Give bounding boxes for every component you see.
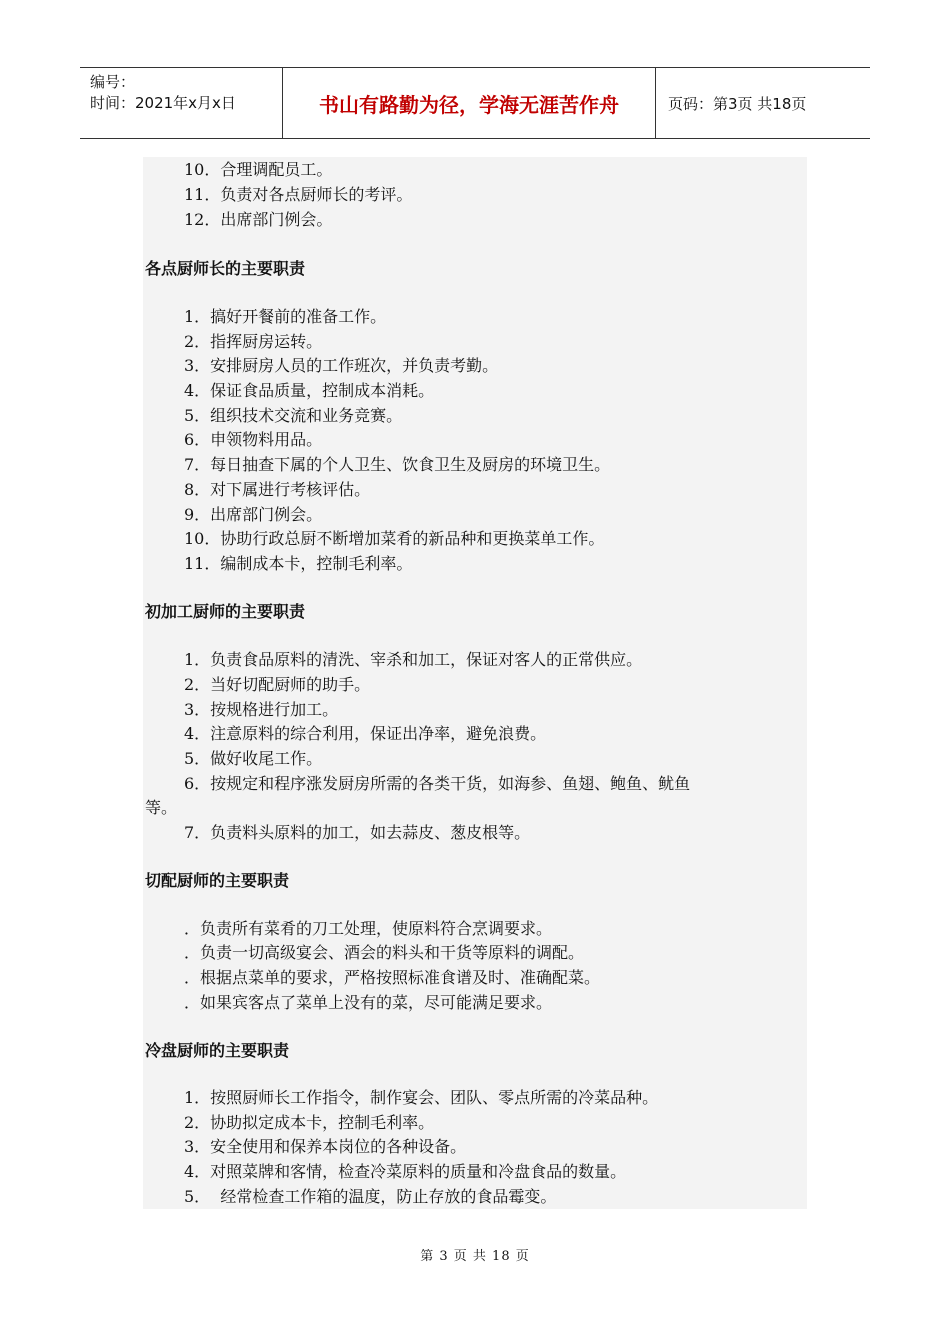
list-item: 10．协助行政总厨不断增加菜肴的新品种和更换菜单工作。: [184, 529, 605, 548]
list-item: 11．负责对各点厨师长的考评。: [184, 185, 413, 204]
time-label: 时间：2021年x月x日: [90, 94, 236, 112]
list-item: ．负责一切高级宴会、酒会的料头和干货等原料的调配。: [184, 943, 585, 962]
list-item: 4．对照菜牌和客情，检查冷菜原料的质量和冷盘食品的数量。: [184, 1162, 627, 1181]
section-heading: 冷盘厨师的主要职责: [145, 1041, 290, 1060]
document-body: [143, 157, 807, 1209]
list-item: 1．按照厨师长工作指令，制作宴会、团队、零点所需的冷菜品种。: [184, 1088, 659, 1107]
list-item: 1．负责食品原料的清洗、宰杀和加工，保证对客人的正常供应。: [184, 650, 643, 669]
list-item: ．负责所有菜肴的刀工处理，使原料符合烹调要求。: [184, 919, 553, 938]
list-item: 7．每日抽查下属的个人卫生、饮食卫生及厨房的环境卫生。: [184, 455, 611, 474]
list-item: 5． 经常检查工作箱的温度，防止存放的食品霉变。: [184, 1187, 557, 1206]
list-item: 2．协助拟定成本卡，控制毛利率。: [184, 1113, 435, 1132]
header-motto: 书山有路勤为径，学海无涯苦作舟: [283, 68, 656, 138]
header-meta: [80, 68, 283, 138]
section-heading: 初加工厨师的主要职责: [145, 602, 306, 621]
page-header: [80, 67, 870, 139]
section-heading: 切配厨师的主要职责: [145, 871, 290, 890]
list-item: 3．按规格进行加工。: [184, 700, 339, 719]
list-item: 7．负责料头原料的加工，如去蒜皮、葱皮根等。: [184, 823, 531, 842]
list-item: 5．做好收尾工作。: [184, 749, 323, 768]
list-item: 6．按规定和程序涨发厨房所需的各类干货，如海参、鱼翅、鲍鱼、鱿鱼: [184, 774, 691, 793]
list-item: 8．对下属进行考核评估。: [184, 480, 371, 499]
section-heading: 各点厨师长的主要职责: [145, 259, 306, 278]
list-item: ．根据点菜单的要求，严格按照标准食谱及时、准确配菜。: [184, 968, 601, 987]
list-item: 11．编制成本卡，控制毛利率。: [184, 554, 413, 573]
list-item-continuation: 等。: [145, 798, 178, 817]
list-item: 1．搞好开餐前的准备工作。: [184, 307, 387, 326]
page-footer: 第 3 页 共 18 页: [420, 1249, 530, 1264]
list-item: 12．出席部门例会。: [184, 210, 333, 229]
list-item: 10．合理调配员工。: [184, 160, 333, 179]
list-item: 4．注意原料的综合利用，保证出净率，避免浪费。: [184, 724, 547, 743]
list-item: 5．组织技术交流和业务竞赛。: [184, 406, 403, 425]
list-item: 6．申领物料用品。: [184, 430, 323, 449]
list-item: 3．安排厨房人员的工作班次，并负责考勤。: [184, 356, 499, 375]
header-page-info: 页码：第3页 共18页: [668, 94, 807, 113]
list-item: 2．指挥厨房运转。: [184, 332, 323, 351]
list-item: ．如果宾客点了菜单上没有的菜，尽可能满足要求。: [184, 993, 553, 1012]
number-label: 编号：: [90, 73, 136, 91]
list-item: 4．保证食品质量，控制成本消耗。: [184, 381, 435, 400]
list-item: 2．当好切配厨师的助手。: [184, 675, 371, 694]
list-item: 9．出席部门例会。: [184, 505, 323, 524]
list-item: 3．安全使用和保养本岗位的各种设备。: [184, 1137, 467, 1156]
